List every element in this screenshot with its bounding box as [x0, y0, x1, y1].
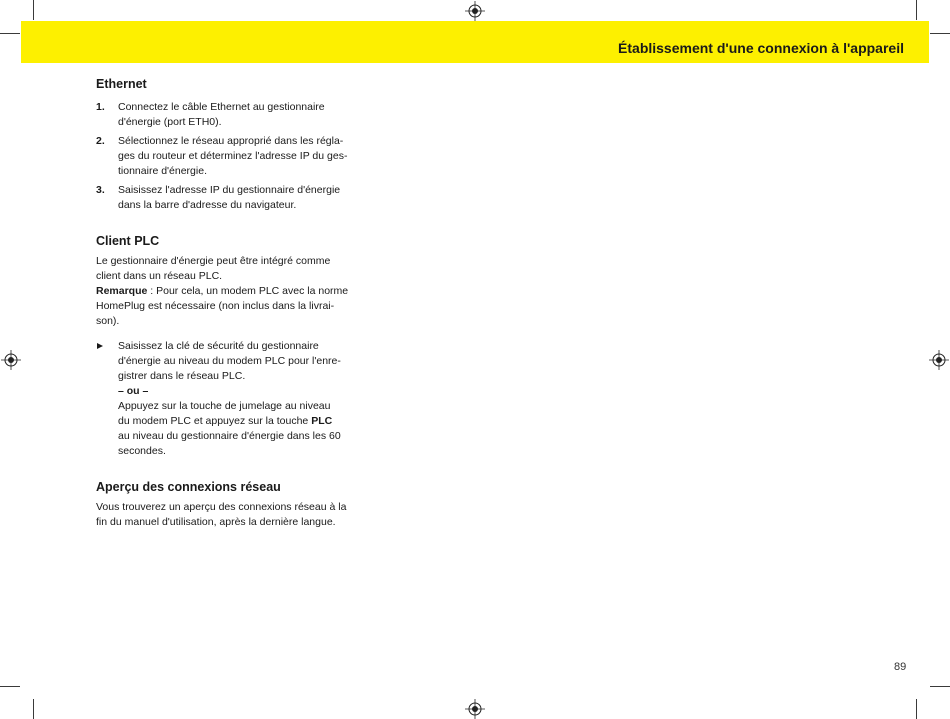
text-line: client dans un réseau PLC. — [96, 270, 223, 282]
content-column — [96, 76, 351, 530]
text-line: Le gestionnaire d'énergie peut être intégré comme — [96, 255, 331, 267]
plc-key-label: PLC — [311, 415, 333, 427]
text-line: fin du manuel d'utilisation, après la dernière langue. — [96, 516, 336, 528]
text-line: son). — [96, 315, 120, 327]
bullet-triangle-icon — [97, 343, 103, 349]
registration-mark-icon — [929, 350, 949, 370]
crop-mark — [930, 686, 950, 687]
step-item — [96, 183, 351, 213]
step-line: tionnaire d'énergie. — [118, 165, 207, 177]
text-line: au niveau du gestionnaire d'énergie dans les 60 — [118, 430, 341, 442]
text-line: Saisissez la clé de sécurité du gestionnaire — [118, 340, 319, 352]
text-line: d'énergie au niveau du modem PLC pour l'enre- — [118, 355, 341, 367]
heading-network-overview: Aperçu des connexions réseau — [96, 480, 281, 494]
overview-text — [96, 500, 351, 530]
or-separator: – ou – — [118, 385, 149, 397]
text-line: HomePlug est nécessaire (non inclus dans la livrai- — [96, 300, 335, 312]
instruction-item — [96, 339, 351, 459]
text-line: Appuyez sur la touche de jumelage au niveau — [118, 400, 331, 412]
section-plc — [96, 233, 351, 459]
text-line: : Pour cela, un modem PLC avec la norme — [147, 285, 349, 297]
crop-mark — [916, 0, 917, 20]
remark-label: Remarque — [96, 285, 148, 297]
text-line: du modem PLC et appuyez sur la touche — [118, 415, 312, 427]
crop-mark — [33, 699, 34, 719]
registration-mark-icon — [1, 350, 21, 370]
step-item — [96, 134, 351, 179]
heading-ethernet: Ethernet — [96, 77, 147, 91]
page-title: Établissement d'une connexion à l'appareil — [618, 40, 904, 56]
registration-mark-icon — [465, 1, 485, 21]
step-number: 2. — [96, 135, 105, 147]
step-line: Sélectionnez le réseau approprié dans les régla- — [118, 135, 344, 147]
heading-client-plc: Client PLC — [96, 234, 160, 248]
ethernet-steps — [96, 100, 351, 213]
step-item — [96, 100, 351, 130]
page-number: 89 — [894, 661, 907, 673]
step-line: ges du routeur et déterminez l'adresse IP du ges- — [118, 150, 348, 162]
plc-intro — [96, 254, 351, 329]
crop-mark — [0, 33, 20, 34]
registration-mark-icon — [465, 699, 485, 719]
step-line: d'énergie (port ETH0). — [118, 116, 222, 128]
crop-mark — [916, 699, 917, 719]
crop-mark — [930, 33, 950, 34]
step-line: Connectez le câble Ethernet au gestionnaire — [118, 101, 325, 113]
text-line: Vous trouverez un aperçu des connexions réseau à la — [96, 501, 347, 513]
section-overview — [96, 479, 351, 530]
crop-mark — [33, 0, 34, 20]
crop-mark — [0, 686, 20, 687]
step-line: Saisissez l'adresse IP du gestionnaire d'énergie — [118, 184, 341, 196]
step-number: 3. — [96, 184, 105, 196]
step-number: 1. — [96, 101, 105, 113]
text-line: secondes. — [118, 445, 166, 457]
step-line: dans la barre d'adresse du navigateur. — [118, 199, 297, 211]
text-line: gistrer dans le réseau PLC. — [118, 370, 246, 382]
